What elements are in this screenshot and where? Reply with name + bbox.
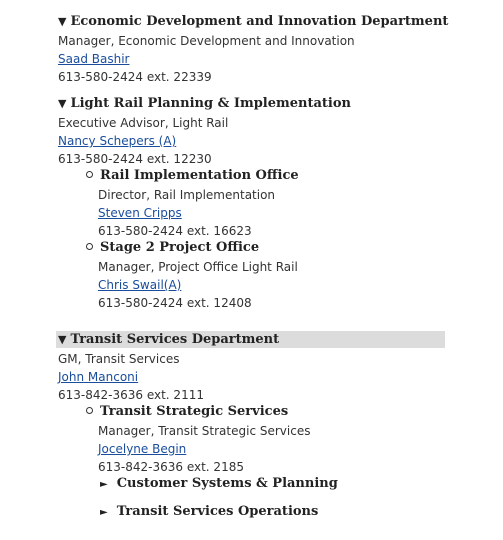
section-title: Light Rail Planning & Implementation bbox=[70, 96, 351, 111]
person-link-nancy-schepers[interactable]: Nancy Schepers (A) bbox=[58, 134, 177, 148]
subsection-header-transit-strategic[interactable] bbox=[86, 403, 288, 421]
section-title: Transit Services Department bbox=[70, 332, 280, 347]
section-header-transit-services[interactable] bbox=[58, 331, 279, 349]
subsection-title: Transit Strategic Services bbox=[100, 404, 289, 419]
phone-text: 613-842-3636 ext. 2111 bbox=[58, 388, 204, 402]
subsection-title: Stage 2 Project Office bbox=[100, 240, 260, 255]
phone-text: 613-580-2424 ext. 12230 bbox=[58, 152, 212, 166]
collapsed-item-transit-operations[interactable] bbox=[100, 503, 318, 522]
collapsed-triangle-icon: ► bbox=[100, 507, 108, 518]
collapsed-item-label: Transit Services Operations bbox=[116, 504, 319, 519]
person-link-john-manconi[interactable]: John Manconi bbox=[58, 370, 139, 384]
role-text: Manager, Economic Development and Innovation bbox=[58, 34, 355, 48]
person-link-jocelyne-begin[interactable]: Jocelyne Begin bbox=[98, 442, 187, 456]
person-link-chris-swail[interactable]: Chris Swail(A) bbox=[98, 278, 182, 292]
person-link-saad-bashir[interactable]: Saad Bashir bbox=[58, 52, 130, 66]
role-text: GM, Transit Services bbox=[58, 352, 180, 366]
collapsed-item-label: Customer Systems & Planning bbox=[116, 476, 338, 491]
role-text: Executive Advisor, Light Rail bbox=[58, 116, 229, 130]
phone-text: 613-580-2424 ext. 16623 bbox=[98, 224, 252, 238]
section-header-light-rail[interactable] bbox=[58, 95, 351, 113]
role-text: Manager, Project Office Light Rail bbox=[98, 260, 298, 274]
expanded-triangle-icon: ▼ bbox=[58, 97, 67, 110]
section-title: Economic Development and Innovation Department bbox=[70, 14, 449, 29]
collapsed-triangle-icon: ► bbox=[100, 479, 108, 490]
phone-text: 613-842-3636 ext. 2185 bbox=[98, 460, 244, 474]
circle-bullet-icon bbox=[86, 171, 93, 178]
role-text: Manager, Transit Strategic Services bbox=[98, 424, 311, 438]
person-link-steven-cripps[interactable]: Steven Cripps bbox=[98, 206, 182, 220]
collapsed-item-customer-systems[interactable] bbox=[100, 475, 338, 494]
section-header-economic-development[interactable] bbox=[58, 13, 448, 31]
circle-bullet-icon bbox=[86, 243, 93, 250]
phone-text: 613-580-2424 ext. 22339 bbox=[58, 70, 212, 84]
subsection-header-stage-2[interactable] bbox=[86, 239, 259, 257]
phone-text: 613-580-2424 ext. 12408 bbox=[98, 296, 252, 310]
subsection-title: Rail Implementation Office bbox=[100, 168, 299, 183]
expanded-triangle-icon: ▼ bbox=[58, 15, 67, 28]
expanded-triangle-icon: ▼ bbox=[58, 333, 67, 346]
circle-bullet-icon bbox=[86, 407, 93, 414]
role-text: Director, Rail Implementation bbox=[98, 188, 276, 202]
subsection-header-rail-implementation[interactable] bbox=[86, 167, 299, 185]
